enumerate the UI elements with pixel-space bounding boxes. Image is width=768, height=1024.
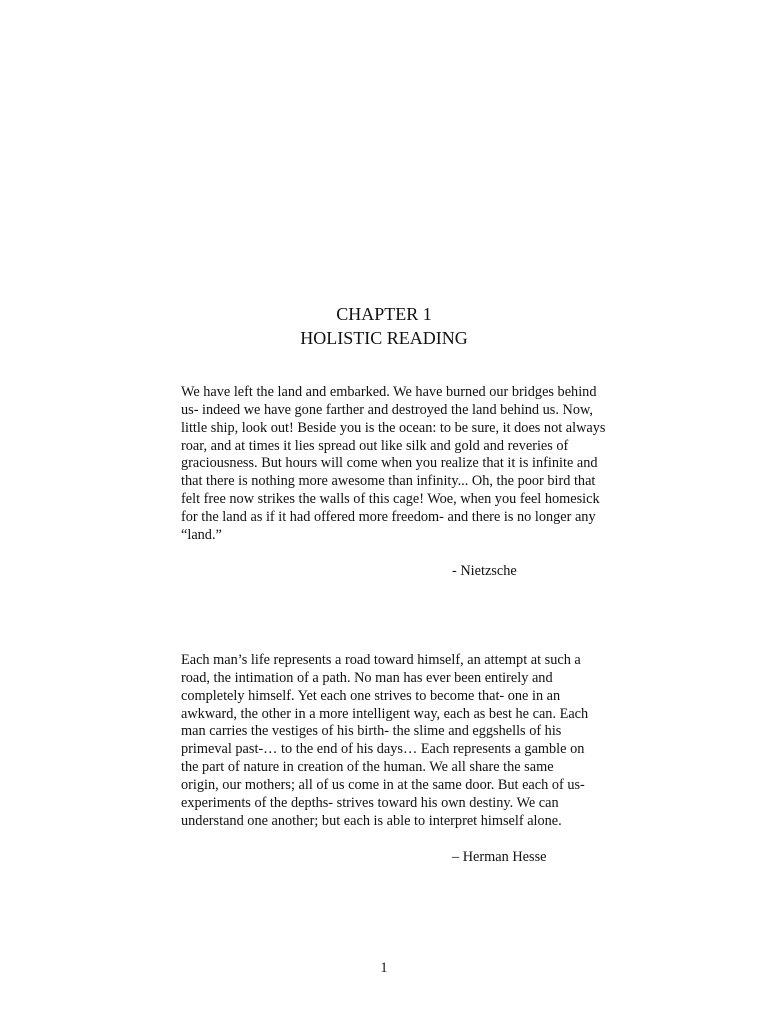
chapter-title: HOLISTIC READING (300, 328, 468, 348)
epigraph-line: road, the intimation of a path. No man has ever been entirely and (181, 669, 553, 686)
epigraph-line: little ship, look out! Beside you is the ocean: to be sure, it does not always (181, 419, 606, 436)
epigraph-line: graciousness. But hours will come when you realize that it is infinite and (181, 455, 598, 472)
epigraph-line: awkward, the other in a more intelligent way, each as best he can. Each (181, 705, 589, 722)
epigraph-line: Each man’s life represents a road toward himself, an attempt at such a (181, 652, 581, 668)
attribution-nietzsche: - Nietzsche (452, 563, 517, 579)
epigraph-hesse (181, 652, 641, 830)
epigraph-line: completely himself. Yet each one strives to become that- one in an (181, 687, 561, 704)
attribution-hesse: – Herman Hesse (452, 849, 547, 865)
epigraph-line: “land.” (181, 526, 222, 543)
epigraph-line: experiments of the depths- strives toward his own destiny. We can (181, 794, 559, 811)
chapter-number: CHAPTER 1 (336, 304, 432, 324)
epigraph-line: roar, and at times it lies spread out like silk and gold and reveries of (181, 437, 569, 454)
epigraph-line: origin, our mothers; all of us come in at the same door. But each of us- (181, 776, 585, 793)
epigraph-line: felt free now strikes the walls of this cage! Woe, when you feel homesick (181, 491, 600, 508)
epigraph-nietzsche (181, 384, 641, 545)
epigraph-line: We have left the land and embarked. We have burned our bridges behind (181, 384, 597, 400)
epigraph-line: for the land as if it had offered more freedom- and there is no longer any (181, 508, 596, 525)
epigraph-line: the part of nature in creation of the human. We all share the same (181, 759, 554, 776)
epigraph-line: man carries the vestiges of his birth- the slime and eggshells of his (181, 723, 562, 740)
epigraph-line: understand one another; but each is able to interpret himself alone. (181, 812, 562, 829)
epigraph-line: us- indeed we have gone farther and destroyed the land behind us. Now, (181, 401, 593, 418)
page-number: 1 (380, 960, 388, 976)
epigraph-line: that there is nothing more awesome than infinity... Oh, the poor bird that (181, 473, 596, 490)
epigraph-line: primeval past-… to the end of his days… Each represents a gamble on (181, 741, 585, 758)
